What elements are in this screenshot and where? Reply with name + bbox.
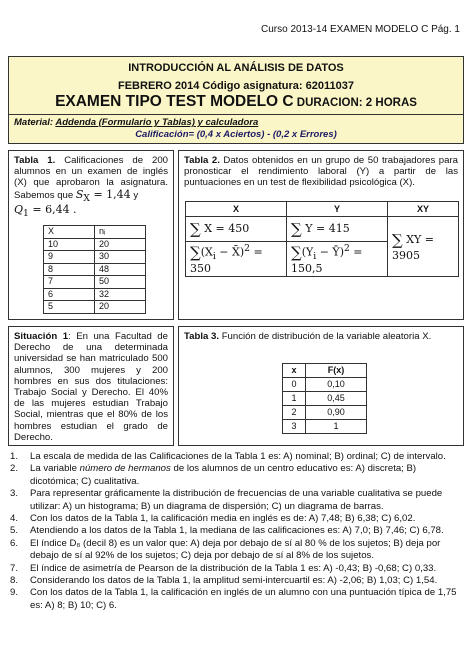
material-value: Addenda (Formulario y Tablas) y calculadora [55,117,259,128]
q1-formula [14,203,77,220]
question-text-post: de los alumnos de un centro educativo es: A) discreta; B) dicotómica; C) cualitativa. [30,463,417,487]
q-subscript: 1 [23,208,29,220]
table-row [186,217,459,242]
sx-subscript: X [83,192,90,204]
header-cell: XY [388,202,459,217]
exam-date-code: FEBRERO 2014 Código asignatura: 62011037 [118,80,354,92]
cell: 0,45 [306,392,367,406]
question-item [10,463,464,488]
header-cell: nᵢ [95,226,146,239]
cell: 30 [95,251,146,264]
cell: 20 [95,238,146,251]
question-item [10,451,464,463]
cell: 20 [95,301,146,314]
question-item [10,525,464,537]
sigma-symbol: ∑ [190,220,201,238]
exam-duration: DURACION: 2 HORAS [293,97,417,109]
table-row [283,406,367,420]
sum-x-value: X = 450 [204,222,250,235]
q-value: = 6,44 . [28,203,77,216]
cell: 2 [283,406,306,420]
tabla3-table [282,363,367,434]
question-text: Atendiendo a los datos de la Tabla 1, la mediana de las calificaciones es: A) 7,0; B) 7,46; C) 6,78. [30,525,444,537]
sub-i: i [313,250,317,262]
table-row [283,378,367,392]
header-cell: Y [287,202,388,217]
exam-title-box [8,56,464,144]
tabla1-text: Calificaciones de 200 alumnos en un examen de inglés (X) que aprobaron la asignatura. Sabemos que [14,155,169,201]
cell: 3 [283,420,306,434]
situacion1-text [9,327,173,443]
tabla2-table [185,201,459,277]
cell: 0,90 [306,406,367,420]
sq-y-value: = 150,5 [291,245,363,275]
course-title: INTRODUCCIÓN AL ANÁLISIS DE DATOS [128,62,344,74]
header-cell: x [283,364,306,378]
header-cell: X [44,226,95,239]
question-item [10,587,464,612]
sum-xy-value: XY = 3905 [392,232,435,262]
question-number: 2. [10,463,19,475]
question-text: La escala de medida de las Calificaciones de la Tabla 1 es: A) nominal; B) ordinal; C) de intervalo. [30,451,446,462]
question-text: Con los datos de la Tabla 1, la calificación media en inglés es de: A) 7,48; B) 6,38; C) 6,02. [30,513,416,525]
sigma-symbol: ∑ [190,243,201,262]
cell: 50 [95,276,146,289]
header-cell: X [186,202,287,217]
sum-sq-y-cell [287,242,388,277]
question-item [10,538,464,563]
question-text: Considerando los datos de la Tabla 1, la amplitud semi-intercuartil es: A) -2,06; B) 1,03; C) 1,54. [30,575,438,587]
situacion1-body: : En una Facultad de Derecho de una determinada universidad se han matriculado 500 alumnos, 300 mujeres y 200 hombres en sus dos titulaciones: Trabajo Social y Derecho. El 40% de las mujeres estudian Trabajo Social, mientras que el 80% de los hombres estudian el grado de Derecho. [14,331,168,443]
cell: 1 [306,420,367,434]
question-item [10,563,464,575]
question-number: 7. [10,562,19,574]
tabla3-text: Función de distribución de la variable aleatoria X. [221,331,432,342]
sigma-symbol: ∑ [291,220,302,238]
table-row [44,263,146,276]
question-list [10,451,464,612]
sq-x-value: = 350 [190,245,263,275]
sq-x-mean: − X̄) [215,245,245,259]
sum-y-cell [287,217,388,242]
sq-x-open: (X [200,245,213,259]
table-row [44,238,146,251]
tabla1-table [43,225,146,314]
tabla2-description [179,151,463,189]
table-header-row [44,226,146,239]
question-number: 4. [10,513,19,525]
question-number: 8. [10,575,19,587]
sum-x-cell [186,217,287,242]
q-symbol: Q [14,203,24,216]
sx-formula [75,187,131,204]
tabla2-box [178,150,464,320]
table-row [283,420,367,434]
header-cell: F(x) [306,364,367,378]
tabla2-text: Datos obtenidos en un grupo de 50 trabajadores para pronosticar el rendimiento laboral (Y) a partir de las puntuaciones en un test de flexibilidad psicológica (X). [184,155,459,189]
sq-y-mean: − Ȳ) [316,245,344,259]
tabla2-label: Tabla 2. [184,155,220,166]
cell: 6 [44,288,95,301]
grading-formula: Calificación= (0,4 x Aciertos) - (0,2 x Errores) [135,129,337,140]
cell: 8 [44,263,95,276]
cell: 5 [44,301,95,314]
table-row [283,392,367,406]
question-text-emphasis: número de hermanos [79,463,171,475]
tabla3-label: Tabla 3. [184,331,220,342]
sq-y-power: 2 [343,243,350,254]
sq-y-open: (Y [301,245,314,259]
question-text-pre: La variable [30,463,80,475]
cell: 1 [283,392,306,406]
situacion1-box [8,326,174,446]
sigma-symbol: ∑ [291,243,302,262]
sigma-symbol: ∑ [392,230,403,249]
table-row [44,251,146,264]
table-row [44,288,146,301]
sub-i: i [212,250,216,262]
question-item [10,575,464,587]
question-number: 5. [10,525,19,537]
question-item [10,488,464,513]
question-number: 3. [10,488,19,500]
material-label: Material: [14,117,56,128]
tabla3-box [178,326,464,446]
question-text: El índice de asimetría de Pearson de la distribución de la Tabla 1 es: A) -0,43; B) -0,68; C) 0,33. [30,562,437,574]
cell: 10 [44,238,95,251]
question-number: 6. [10,537,19,549]
exam-model-label: EXAMEN TIPO TEST MODELO C [55,93,294,110]
tabla1-label: Tabla 1. [14,155,56,166]
table-row [44,301,146,314]
sum-y-value: Y = 415 [305,222,350,235]
question-item [10,513,464,525]
cell: 0,10 [306,378,367,392]
and-word: y [130,189,139,201]
tabla1-box [8,150,174,320]
table-header-row [283,364,367,378]
material-line [9,115,463,129]
cell: 7 [44,276,95,289]
sq-x-power: 2 [244,243,250,254]
cell: 9 [44,251,95,264]
sum-sq-x-cell [186,242,287,277]
cell: 48 [95,263,146,276]
question-text: Con los datos de la Tabla 1, la calificación en inglés de un alumno con una puntuación típica de 1,75 es: A) 8; B) 10; C) 6. [30,587,457,611]
sum-xy-cell [388,217,459,277]
table-row [44,276,146,289]
cell: 32 [95,288,146,301]
exam-model-title [9,93,463,112]
question-text: El índice D₈ (decil 8) es un valor que: A) deja por debajo de sí al 80 % de los sujetos; B) deja por debajo de sí al 92% de los sujetos; C) deja por debajo de sí al 8% de los sujetos. [30,537,441,562]
page-header: Curso 2013-14 EXAMEN MODELO C Pág. 1 [261,24,460,35]
sx-value: = 1,44 [89,187,131,201]
question-text: Para representar gráficamente la distribución de frecuencias de una variable cualitativa se puede utilizar: A) un histograma; B) un diagrama de dispersión; C) un diagrama de barras. [30,488,443,512]
table-header-row [186,202,459,217]
question-text [30,463,464,488]
question-number: 9. [10,587,19,599]
question-number: 1. [10,451,19,462]
tabla1-description [9,151,173,219]
cell: 0 [283,378,306,392]
sx-symbol: S [75,187,84,201]
tabla3-description [179,327,463,342]
situacion1-label: Situación 1 [14,331,69,342]
